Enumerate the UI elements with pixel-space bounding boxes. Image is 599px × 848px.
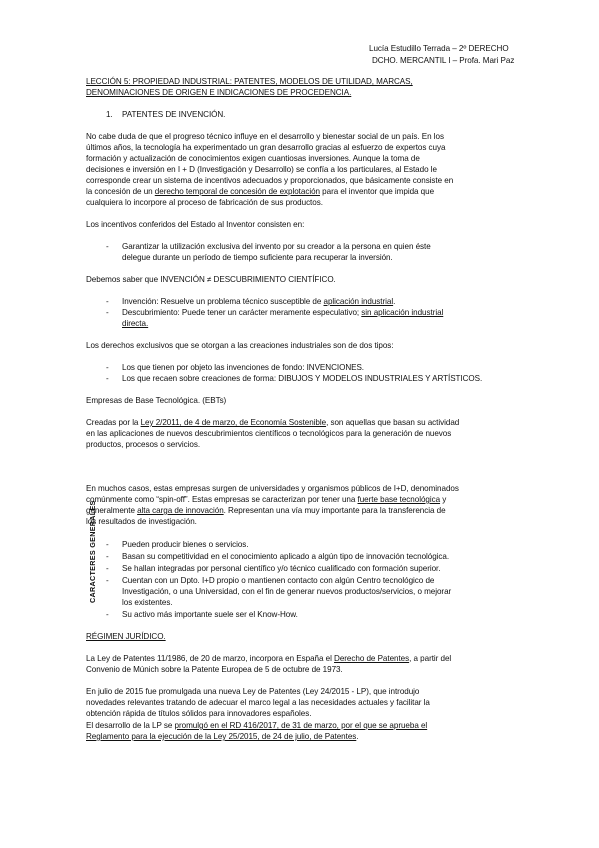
- paragraph-line: [86, 505, 446, 516]
- list-bullet: -: [106, 242, 109, 251]
- paragraph-line: novedades relevantes tratando de adecuar el marco legal a las necesidades actuales y facilitar la: [86, 698, 430, 707]
- paragraph-line: Los derechos exclusivos que se otorgan a las creaciones industriales son de dos tipos:: [86, 341, 394, 350]
- list-bullet: -: [106, 564, 109, 573]
- list-bullet: -: [106, 297, 109, 306]
- list-bullet: -: [106, 540, 109, 549]
- paragraph-line: obtención rápida de títulos sólidos para innovadores españoles.: [86, 709, 312, 718]
- paragraph-line: No cabe duda de que el progreso técnico influye en el desarrollo y bienestar social de un país. En los: [86, 132, 444, 141]
- paragraph-line: [86, 186, 434, 197]
- list-bullet: -: [106, 308, 109, 317]
- text-span: y: [440, 495, 447, 504]
- list-item: [122, 307, 443, 318]
- paragraph-line: [86, 653, 451, 664]
- paragraph-line: los resultados de investigación.: [86, 517, 197, 526]
- underlined-term: directa.: [122, 319, 149, 328]
- text-span: .: [393, 297, 396, 306]
- text-span: comúnmente como “spin-off”. Estas empresas se caracterizan por tener una: [86, 495, 358, 504]
- paragraph-line: decisiones e inversión en I + D (Investigación y Desarrollo) se confía a los particulares, al Estado le: [86, 165, 437, 174]
- list-bullet: -: [106, 374, 109, 383]
- underlined-term: Reglamento para la ejecución de la Ley 25/2015, de 24 de julio, de Patentes: [86, 732, 357, 741]
- list-bullet: -: [106, 576, 109, 585]
- text-span: . Representan una vía muy importante para la transferencia de: [223, 506, 446, 515]
- paragraph-line: [86, 720, 427, 731]
- list-bullet: -: [106, 552, 109, 561]
- text-span: .: [356, 732, 359, 741]
- paragraph-line: Los incentivos conferidos del Estado al Inventor consisten en:: [86, 220, 305, 229]
- text-span: para el inventor que impida que: [319, 187, 435, 196]
- paragraph-line: [86, 494, 446, 505]
- list-bullet: -: [106, 363, 109, 372]
- underlined-term: Ley 2/2011, de 4 de marzo, de Economía Sostenible: [140, 418, 327, 427]
- underlined-term: aplicación industrial: [323, 297, 394, 306]
- list-item: Su activo más importante suele ser el Know-How.: [122, 610, 298, 619]
- section-heading: PATENTES DE INVENCIÓN.: [122, 110, 226, 119]
- list-bullet: -: [106, 610, 109, 619]
- subheading-ebt: Empresas de Base Tecnológica. (EBTs): [86, 396, 227, 405]
- header-author: Lucía Estudillo Terrada – 2º DERECHO: [369, 44, 509, 53]
- text-span: Creadas por la: [86, 418, 141, 427]
- caracteres-generales-label: CARACTERES GENERALES: [88, 500, 97, 603]
- paragraph-line: en las aplicaciones de nuevos descubrimientos científicos o tecnológicos para la generación de nuevos: [86, 429, 452, 438]
- list-item: Se hallan integradas por personal científico y/o técnico cualificado con formación superior.: [122, 564, 441, 573]
- text-span: Descubrimiento: Puede tener un carácter meramente especulativo;: [122, 308, 362, 317]
- lesson-title-line1: LECCIÓN 5: PROPIEDAD INDUSTRIAL: PATENTES, MODELOS DE UTILIDAD, MARCAS,: [86, 77, 413, 86]
- lesson-title-line2: DENOMINACIONES DE ORIGEN E INDICACIONES DE PROCEDENCIA.: [86, 88, 352, 97]
- list-item: delegue durante un período de tiempo suficiente para recuperar la inversión.: [122, 253, 393, 262]
- underlined-term: promulgó en el RD 416/2017, de 31 de marzo, por el que se aprueba el: [174, 721, 428, 730]
- paragraph-line: cualquiera lo incorpore al proceso de fabricación de sus productos.: [86, 198, 323, 207]
- paragraph-line: En muchos casos, estas empresas surgen de universidades y organismos públicos de I+D, denominados: [86, 484, 459, 493]
- list-item: Los que tienen por objeto las invenciones de fondo: INVENCIONES.: [122, 363, 365, 372]
- list-item: Garantizar la utilización exclusiva del invento por su creador a la persona en quien éste: [122, 242, 431, 251]
- text-span: La Ley de Patentes 11/1986, de 20 de marzo, incorpora en España el: [86, 654, 335, 663]
- subheading-regimen: RÉGIMEN JURÍDICO.: [86, 632, 166, 641]
- paragraph-line: Convenio de Múnich sobre la Patente Europea de 5 de octubre de 1973.: [86, 665, 343, 674]
- list-item: [122, 296, 395, 307]
- list-item: los existentes.: [122, 598, 173, 607]
- paragraph-line: corresponde crear un sistema de incentivos adecuados y proporcionados, que básicamente consiste en: [86, 176, 454, 185]
- list-item: Los que recaen sobre creaciones de forma: DIBUJOS Y MODELOS INDUSTRIALES Y ARTÍSTICOS.: [122, 374, 483, 383]
- text-span: , a partir del: [409, 654, 452, 663]
- list-item: Investigación, o una Universidad, con el fin de generar nuevos productos/servicios, o mejorar: [122, 587, 452, 596]
- underlined-term: derecho temporal de concesión de explotación: [154, 187, 320, 196]
- text-span: generalmente: [86, 506, 138, 515]
- list-item: Basan su competitividad en el conocimiento aplicado a algún tipo de innovación tecnológica.: [122, 552, 450, 561]
- text-span: , son aquellas que basan su actividad: [326, 418, 460, 427]
- paragraph-line: últimos años, la tecnología ha experimentado un gran desarrollo gracias al esfuerzo de expertos cuya: [86, 143, 446, 152]
- text-span: Invención: Resuelve un problema técnico susceptible de: [122, 297, 324, 306]
- section-number: 1.: [106, 110, 113, 119]
- underlined-term: Derecho de Patentes: [334, 654, 410, 663]
- text-span: la concesión de un: [86, 187, 155, 196]
- paragraph-line: formación y actualización de conocimientos exigen cuantiosas inversiones. Aunque la toma de: [86, 154, 420, 163]
- paragraph-line: En julio de 2015 fue promulgada una nueva Ley de Patentes (Ley 24/2015 - LP), que introdujo: [86, 687, 420, 696]
- paragraph-line: productos, procesos o servicios.: [86, 440, 201, 449]
- paragraph-line: [86, 731, 359, 742]
- underlined-term: alta carga de innovación: [137, 506, 224, 515]
- paragraph-line: Debemos saber que INVENCIÓN ≠ DESCUBRIMIENTO CIENTÍFICO.: [86, 275, 336, 284]
- header-course: DCHO. MERCANTIL I – Profa. Mari Paz: [372, 56, 515, 65]
- underlined-term: sin aplicación industrial: [361, 308, 444, 317]
- list-item: Pueden producir bienes o servicios.: [122, 540, 249, 549]
- underlined-term: fuerte base tecnológica: [357, 495, 441, 504]
- paragraph-line: [86, 417, 459, 428]
- list-item: Cuentan con un Dpto. I+D propio o mantienen contacto con algún Centro tecnológico de: [122, 576, 435, 585]
- text-span: El desarrollo de la LP se: [86, 721, 175, 730]
